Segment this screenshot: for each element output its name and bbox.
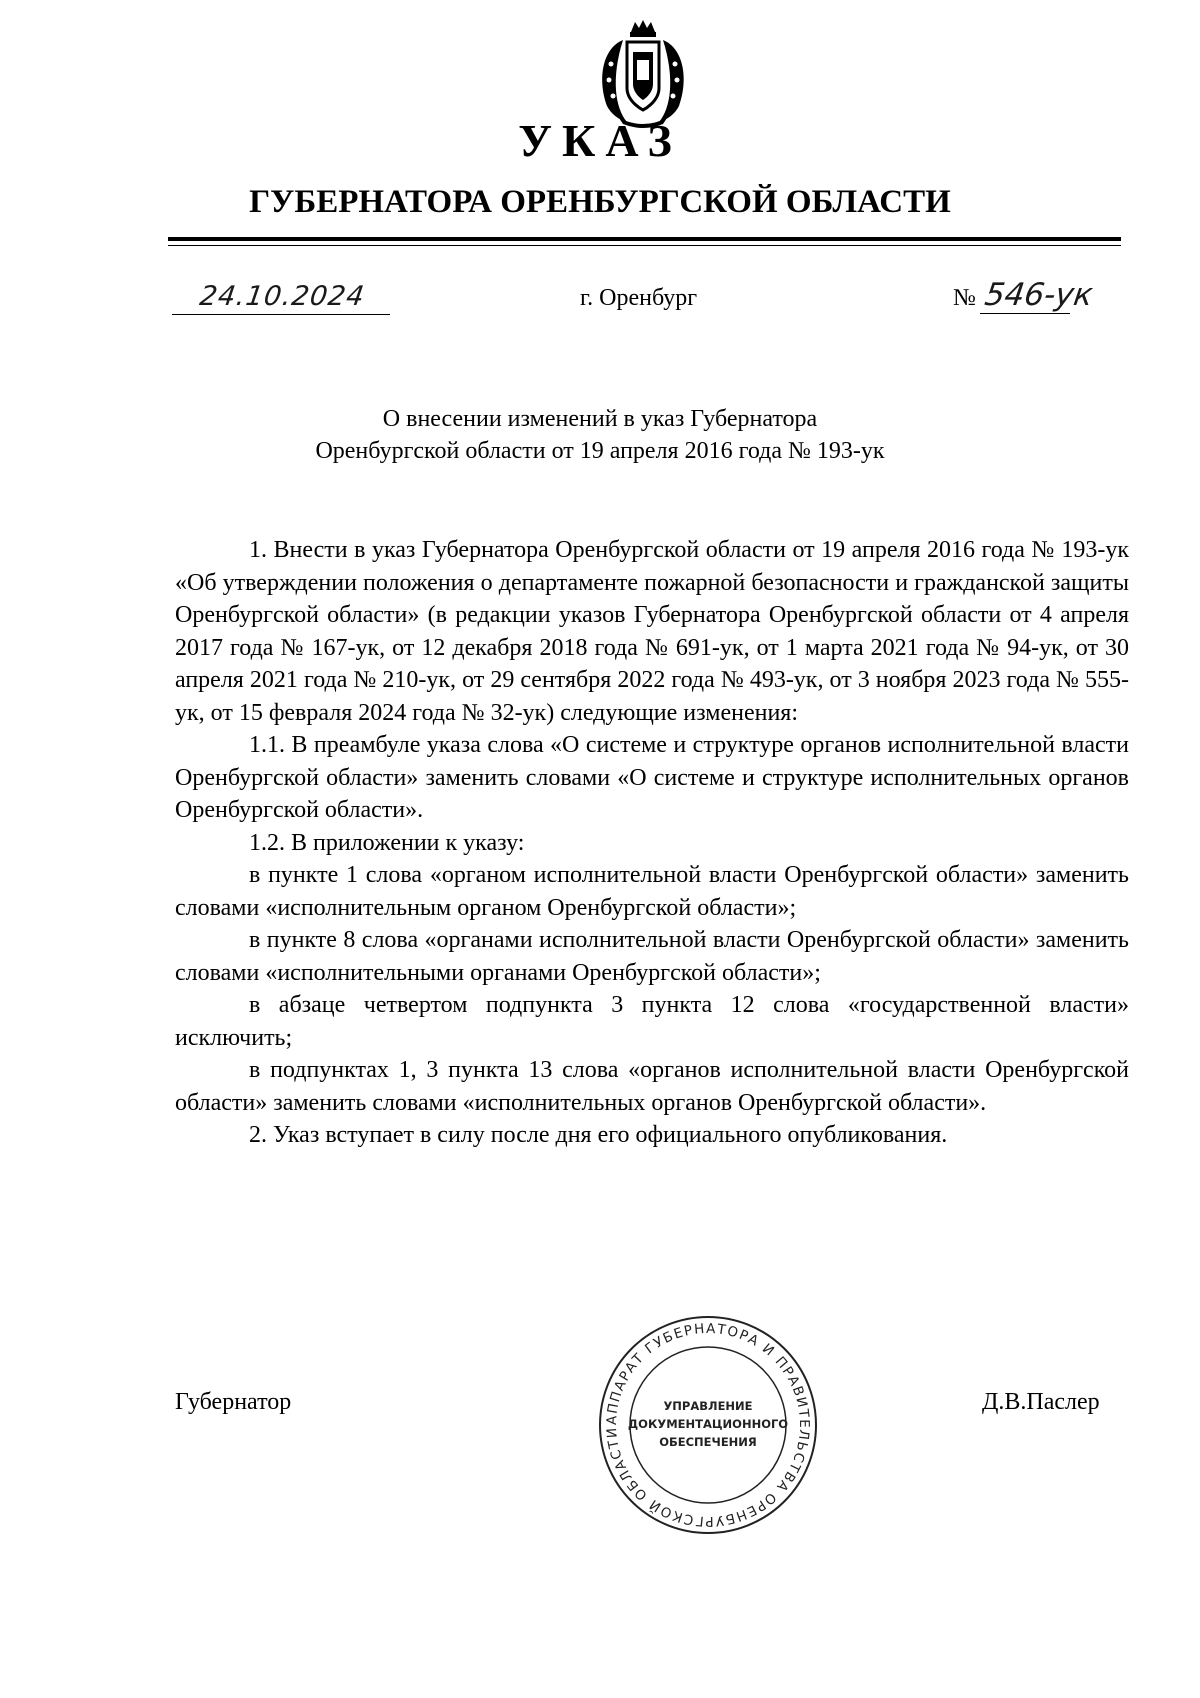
document-body: [175, 534, 1129, 1152]
document-subject: [0, 403, 1200, 467]
paragraph: 2. Указ вступает в силу после дня его официального опубликования.: [249, 1122, 948, 1148]
paragraph: 1.2. В приложении к указу:: [249, 829, 525, 856]
number-underline: [980, 313, 1070, 314]
paragraph: в пункте 8 слова «органами исполнительной власти Оренбургской области» заменить словами «исполнительными органами Оренбургской области»;: [175, 927, 1129, 986]
issuer-title: ГУБЕРНАТОРА ОРЕНБУРГСКОЙ ОБЛАСТИ: [249, 184, 951, 220]
signatory-position: Губернатор: [175, 1389, 292, 1415]
official-seal-icon: [593, 1310, 823, 1540]
document-type-title: УКАЗ: [518, 115, 682, 166]
signatory-name: Д.В.Паслер: [982, 1389, 1100, 1415]
date-underline: [172, 314, 390, 315]
number-label: №: [953, 285, 976, 311]
document-subject-line-2: Оренбургской области от 19 апреля 2016 года № 193-ук: [315, 438, 885, 464]
paragraph: в пункте 1 слова «органом исполнительной власти Оренбургской области» заменить словами «исполнительным органом Оренбургской области»;: [175, 862, 1129, 921]
paragraph: в подпунктах 1, 3 пункта 13 слова «органов исполнительной власти Оренбургской области» заменить словами «исполнительных органов Оренбургской области».: [175, 1057, 1129, 1116]
header-rule-thin: [168, 245, 1121, 246]
paragraph: 1. Внести в указ Губернатора Оренбургской области от 19 апреля 2016 года № 193-ук «Об утверждении положения о департаменте пожарной безопасности и гражданской защиты Оренбургской области» (в редакции указов Губернатора Оренбургской области от 4 апреля 2017 года № 167-ук, от 12 декабря 2018 года № 691-ук, от 1 марта 2021 года № 94-ук, от 30 апреля 2021 года № 210-ук, от 29 сентября 2022 года № 493-ук, от 3 ноября 2023 года № 555-ук, от 15 февраля 2024 года № 32-ук) следующие изменения:: [175, 537, 1129, 726]
seal-center-line-2: ДОКУМЕНТАЦИОННОГО: [627, 1417, 789, 1431]
seal-outer-text: АППАРАТ ГУБЕРНАТОРА И ПРАВИТЕЛЬСТВА ОРЕНБУРГСКОЙ ОБЛАСТИ: [603, 1320, 813, 1530]
seal-center-line-3: ОБЕСПЕЧЕНИЯ: [659, 1435, 757, 1449]
header-rule-thick: [168, 237, 1121, 241]
handwritten-number: 546-ук: [982, 277, 1096, 313]
seal-center-line-1: УПРАВЛЕНИЕ: [663, 1399, 753, 1413]
handwritten-date: 24.10.2024: [197, 281, 367, 312]
paragraph: в абзаце четвертом подпункта 3 пункта 12 слова «государственной власти» исключить;: [175, 992, 1129, 1051]
document-subject-line-1: О внесении изменений в указ Губернатора: [382, 406, 818, 432]
paragraph: 1.1. В преамбуле указа слова «О системе и структуре органов исполнительной власти Оренбургской области» заменить словами «О системе и структуре исполнительных органов Оренбургской области».: [175, 732, 1129, 823]
coat-of-arms-icon: [593, 18, 693, 130]
city-label: г. Оренбург: [580, 285, 698, 311]
